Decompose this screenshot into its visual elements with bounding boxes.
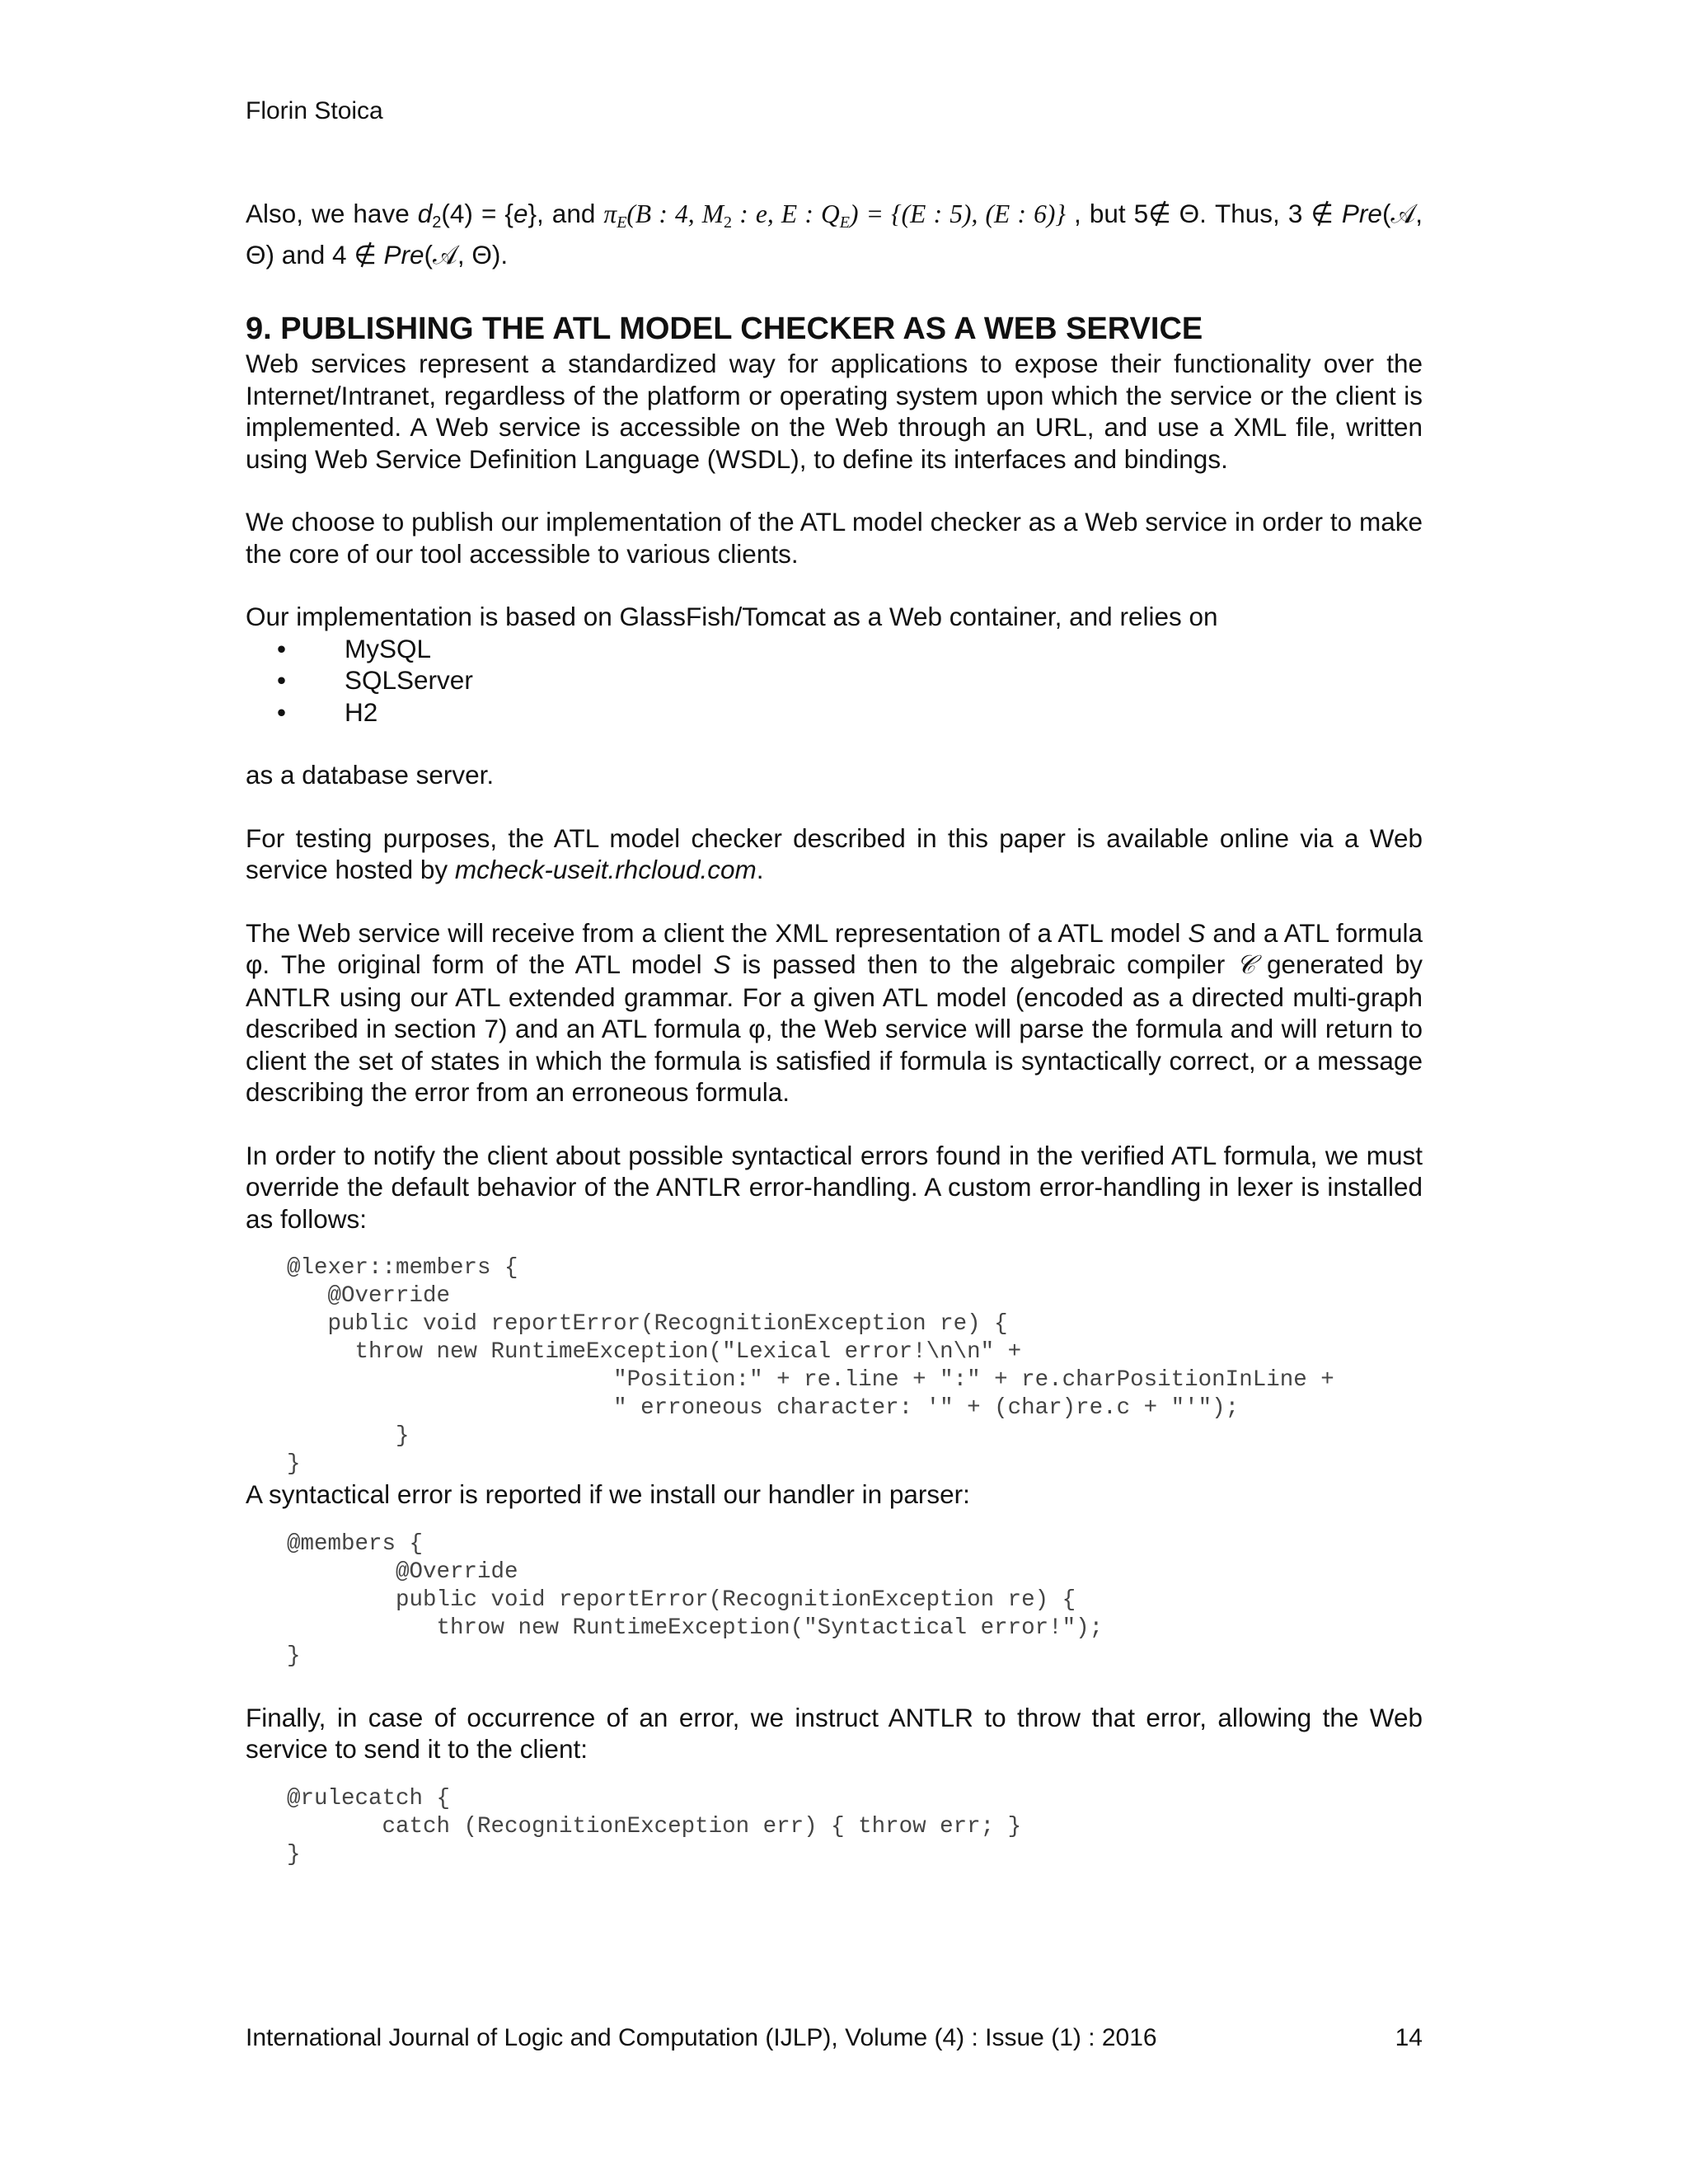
paragraph-text: and a ATL formula φ. The original form of the ATL model (246, 917, 1423, 979)
paragraph-text: The Web service will receive from a client the XML representation of a ATL model (246, 917, 1189, 948)
intro-sub: 2 (432, 213, 442, 232)
intro-text: (𝒜, Θ). (424, 239, 509, 269)
list-item-label: H2 (345, 696, 378, 727)
intro-text: (𝒜, Θ) and 4 ∉ (246, 199, 1423, 269)
intro-formula (603, 199, 1066, 232)
intro-pre: Pre (1341, 199, 1382, 228)
paragraph-text: For testing purposes, the ATL model checker described in this paper is available online via a Web service hosted by (246, 823, 1423, 884)
bullet-icon: • (277, 665, 287, 695)
formula-sub: E (839, 213, 850, 232)
intro-pre: Pre (383, 239, 424, 269)
model-symbol: S (713, 949, 731, 979)
list-item (277, 664, 1423, 696)
database-list (246, 633, 1423, 729)
code-block-parser: @members { @Override public void reportError(RecognitionException re) { throw new RuntimeException("Syntactical error!"); } (287, 1530, 1104, 1669)
service-host: mcheck-useit.rhcloud.com (454, 855, 757, 884)
running-header-author: Florin Stoica (246, 97, 383, 124)
code-block-lexer: @lexer::members { @Override public void reportError(RecognitionException re) { throw new RuntimeException("Lexical error!\n\n" + "Position:" + re.line + ":" + re.charPositionInLine + " erroneous character: '" + (char)re.c + "'"); } } (287, 1255, 1334, 1477)
bullet-icon: • (277, 633, 287, 663)
paragraph-syntactical: A syntactical error is reported if we install our handler in parser: (246, 1479, 970, 1509)
section-heading: 9. PUBLISHING THE ATL MODEL CHECKER AS A WEB SERVICE (246, 312, 1203, 346)
page-footer (246, 2024, 1423, 2052)
formula-part: ) = {(E : 5), (E : 6)} (849, 199, 1066, 228)
paragraph-text: is passed then to the algebraic compiler (730, 949, 1237, 979)
intro-paragraph (246, 198, 1423, 270)
list-item-label: SQLServer (345, 665, 473, 695)
intro-var-d: d (417, 199, 433, 228)
intro-text: }, and (528, 199, 604, 228)
formula-pi: π (603, 199, 617, 228)
footer-journal: International Journal of Logic and Computation (IJLP), Volume (4) : Issue (1) : 2016 (246, 2024, 1157, 2051)
paragraph-publish: We choose to publish our implementation of the ATL model checker as a Web service in order to make the core of our tool accessible to various clients. (246, 507, 1423, 569)
page-number: 14 (1395, 2024, 1423, 2051)
compiler-symbol: 𝒞 (1236, 950, 1256, 980)
list-item (277, 696, 1423, 729)
paragraph-web-services: Web services represent a standardized way for applications to expose their functionality over the Internet/Intranet, regardless of the platform or operating system upon which the service or the client is implemented. A Web service is accessible on the Web through an URL, and use a XML file, written using Web Service Definition Language (WSDL), to define its interfaces and bindings. (246, 349, 1423, 474)
intro-text: (4) = { (441, 199, 513, 228)
formula-part: : e, E : Q (732, 199, 840, 228)
model-symbol: S (1188, 917, 1206, 948)
formula-sub: 2 (724, 213, 733, 232)
paragraph-testing (246, 823, 1423, 886)
formula-sub: E (617, 213, 627, 232)
paragraph-text: . (756, 855, 764, 884)
code-block-rulecatch: @rulecatch { catch (RecognitionException err) { throw err; } } (287, 1785, 1022, 1868)
paragraph-web-service-receive (246, 917, 1423, 1108)
paragraph-finally: Finally, in case of occurrence of an error, we instruct ANTLR to throw that error, allowing the Web service to send it to the client: (246, 1702, 1423, 1764)
intro-text: Also, we have (246, 199, 418, 228)
paragraph-database: as a database server. (246, 760, 495, 790)
formula-part: (B : 4, M (626, 199, 724, 228)
bullet-icon: • (277, 696, 287, 727)
intro-var-e: e (513, 199, 528, 228)
list-item (277, 633, 1423, 665)
paragraph-text: generated by ANTLR using our ATL extended grammar. For a given ATL model (encoded as a directed multi-graph described in section 7) and an ATL formula φ, the Web service will parse the formula and will return to client the set of states in which the formula is satisfied if formula is syntactically correct, or a message describing the error from an erroneous formula. (246, 949, 1423, 1107)
paragraph-notify: In order to notify the client about possible syntactical errors found in the verified ATL formula, we must override the default behavior of the ANTLR error-handling. A custom error-handling in lexer is installed as follows: (246, 1140, 1423, 1234)
list-item-label: MySQL (345, 633, 432, 663)
intro-text: , but 5∉ Θ. Thus, 3 ∉ (1065, 199, 1334, 228)
page-content (246, 198, 1423, 1869)
paragraph-implementation: Our implementation is based on GlassFish/Tomcat as a Web container, and relies on (246, 602, 1218, 631)
